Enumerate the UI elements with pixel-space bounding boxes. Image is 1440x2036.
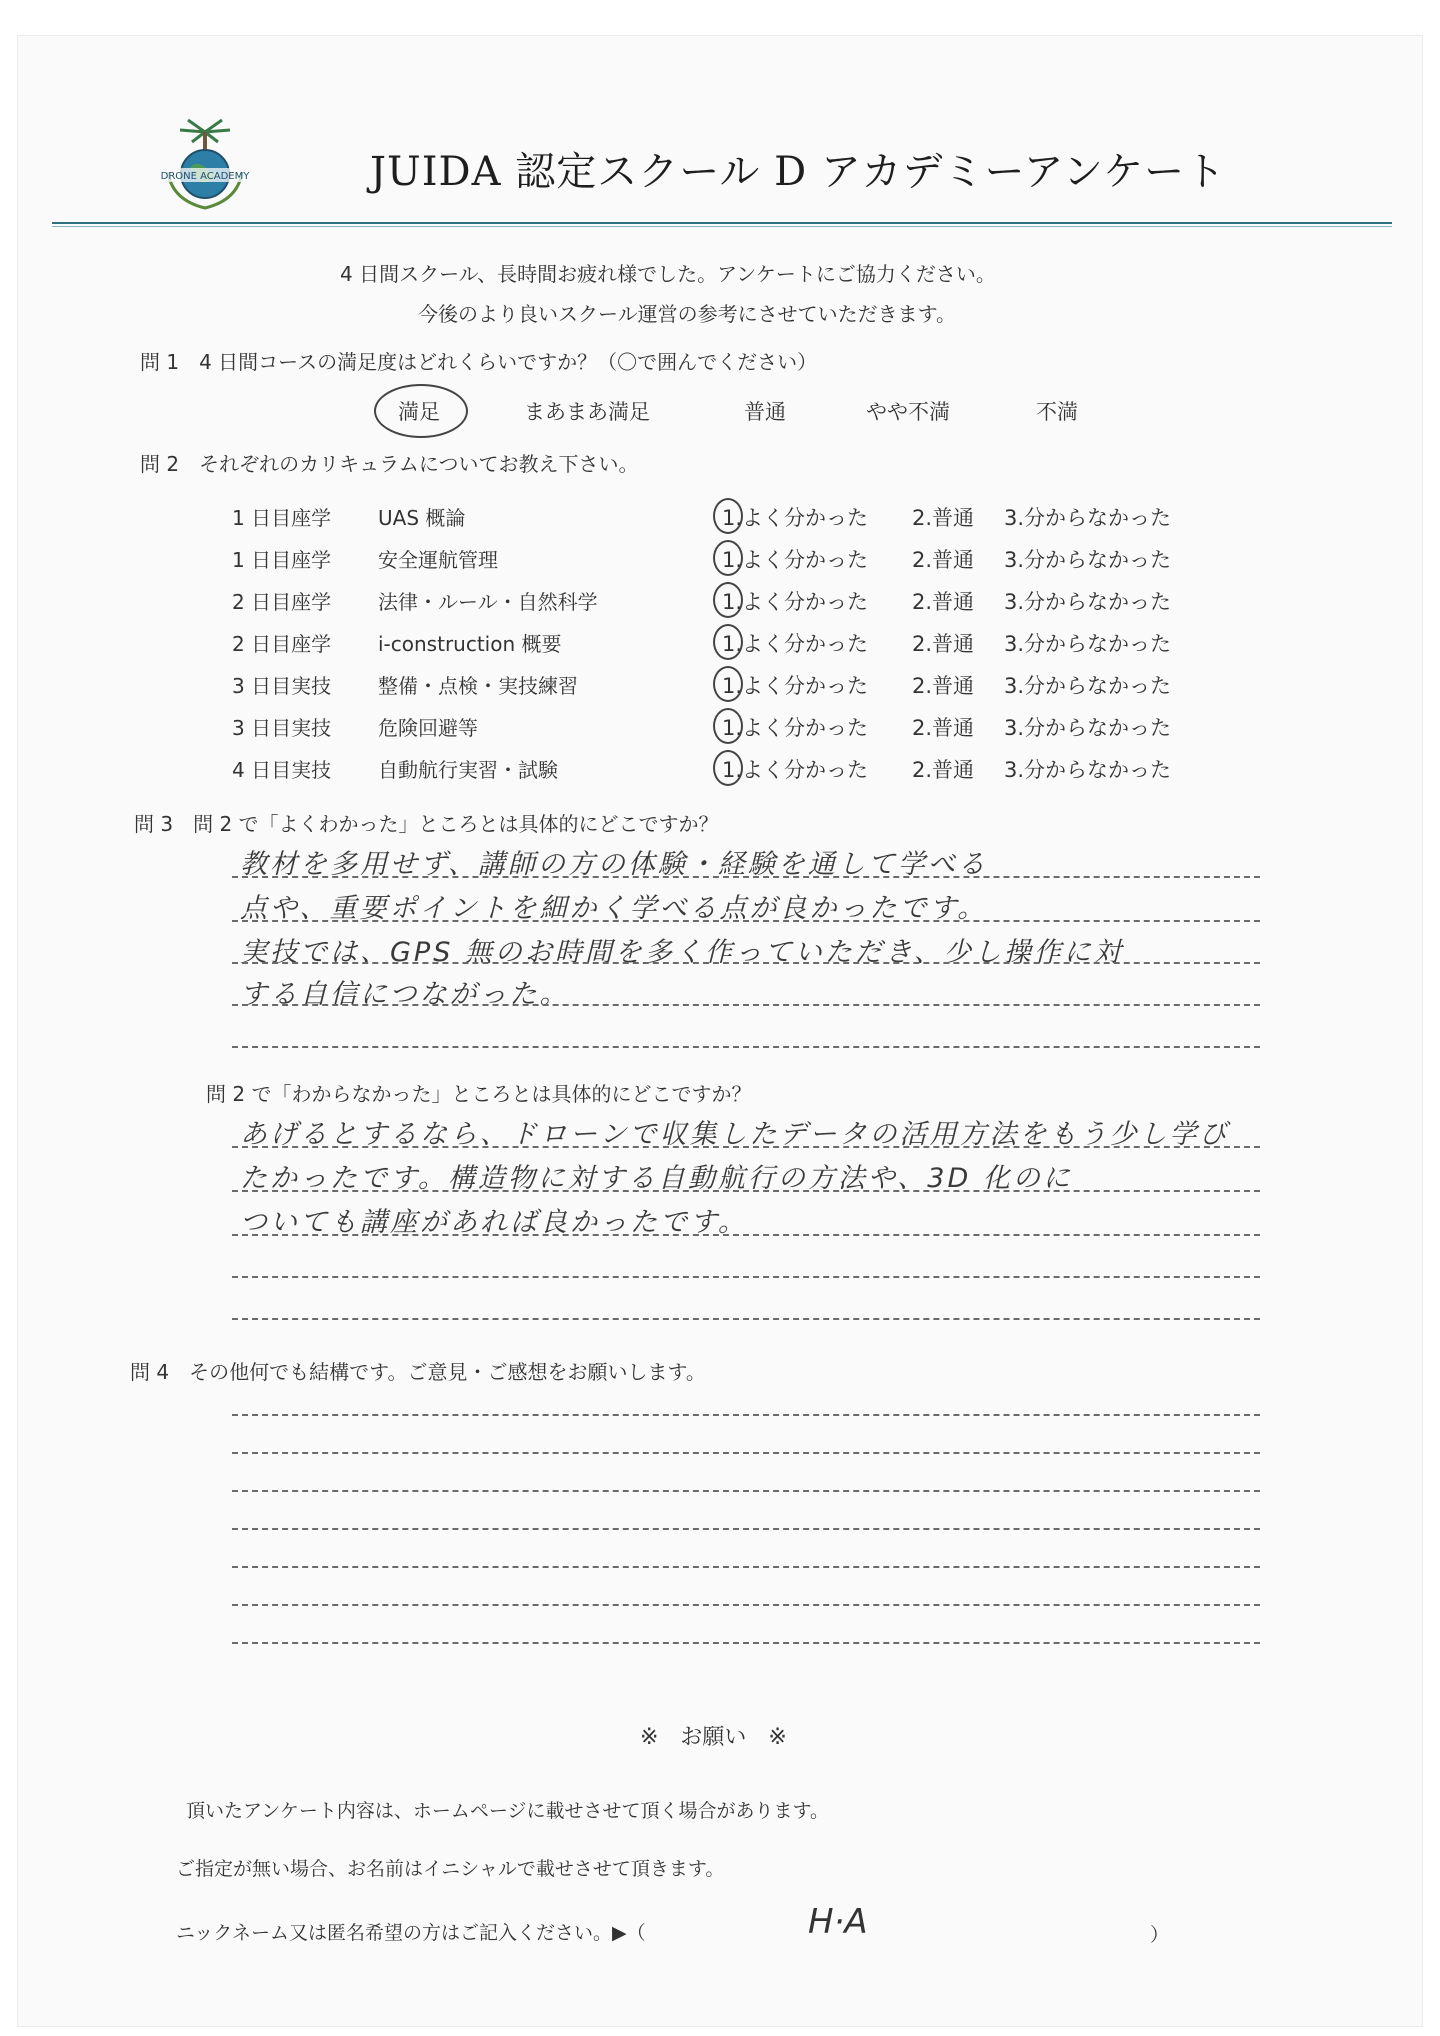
q3-answer-understood-line-2[interactable]: 点や、重要ポイントを細かく学べる点が良かったです。 — [240, 893, 988, 924]
notice-title: ※ お願い ※ — [640, 1725, 787, 1750]
answer-line — [232, 1046, 1260, 1048]
answer-line — [232, 1490, 1260, 1492]
q2-row-day: 4 日目実技 — [232, 758, 332, 782]
answer-line — [232, 1604, 1260, 1606]
q2-choice-neutral[interactable]: 2.普通 — [912, 548, 975, 572]
q2-choice-not-understood[interactable]: 3.分からなかった — [1004, 506, 1172, 530]
q3-answer-understood-line-3[interactable]: 実技では、GPS 無のお時間を多く作っていただき、少し操作に対 — [240, 937, 1124, 968]
q2-row-day: 3 日目実技 — [232, 674, 332, 698]
q2-row-day: 1 日目座学 — [232, 548, 332, 572]
nickname-close-paren: ） — [1150, 1924, 1170, 1946]
q2-choice-understood[interactable]: 1.よく分かった — [722, 548, 869, 572]
q2-row-day: 2 日目座学 — [232, 590, 332, 614]
q3-answer-understood-line-4[interactable]: する自信につながった。 — [240, 979, 570, 1010]
q2-choice-not-understood[interactable]: 3.分からなかった — [1004, 758, 1172, 782]
answer-line — [232, 1642, 1260, 1644]
intro-line-2: 今後のより良いスクール運営の参考にさせていただきます。 — [418, 302, 956, 326]
q3-answer-not-understood-line-3[interactable]: ついても講座があれば良かったです。 — [240, 1207, 748, 1238]
answer-line — [232, 920, 1260, 922]
header-divider-thin — [52, 226, 1392, 227]
q1-option-dissatisfied[interactable]: 不満 — [1036, 400, 1078, 424]
logo-text: DRONE ACADEMY — [160, 171, 250, 182]
q3-answer-not-understood-line-1[interactable]: あげるとするなら、ドローンで収集したデータの活用方法をもう少し学び — [240, 1119, 1230, 1150]
answer-line — [232, 876, 1260, 878]
q1-option-fairly-satisfied[interactable]: まあまあ満足 — [524, 400, 650, 424]
q4-question: 問 4 その他何でも結構です。ご意見・ご感想をお願いします。 — [130, 1360, 706, 1384]
q2-choice-not-understood[interactable]: 3.分からなかった — [1004, 590, 1172, 614]
answer-line — [232, 1452, 1260, 1454]
header-divider — [52, 222, 1392, 224]
answer-line — [232, 1318, 1260, 1320]
q2-row-topic: 危険回避等 — [378, 716, 478, 740]
q2-choice-understood[interactable]: 1.よく分かった — [722, 674, 869, 698]
notice-line-1: 頂いたアンケート内容は、ホームページに載せさせて頂く場合があります。 — [186, 1800, 829, 1822]
answer-line — [232, 1414, 1260, 1416]
q2-row-day: 3 日目実技 — [232, 716, 332, 740]
q2-choice-neutral[interactable]: 2.普通 — [912, 674, 975, 698]
answer-line — [232, 1004, 1260, 1006]
q2-choice-understood[interactable]: 1.よく分かった — [722, 506, 869, 530]
q1-option-somewhat-dissatisfied[interactable]: やや不満 — [866, 400, 950, 424]
answer-line — [232, 1528, 1260, 1530]
notice-line-3: ニックネーム又は匿名希望の方はご記入ください。▶（ — [176, 1922, 646, 1944]
q2-row-day: 2 日目座学 — [232, 632, 332, 656]
q2-row-topic: 安全運航管理 — [378, 548, 498, 572]
q2-choice-not-understood[interactable]: 3.分からなかった — [1004, 548, 1172, 572]
q2-row-topic: i-construction 概要 — [378, 632, 562, 656]
q2-choice-neutral[interactable]: 2.普通 — [912, 632, 975, 656]
q2-row-topic: UAS 概論 — [378, 506, 466, 530]
answer-line — [232, 1276, 1260, 1278]
q3-question-not-understood: 問 2 で「わからなかった」ところとは具体的にどこですか？ — [206, 1082, 752, 1106]
answer-line — [232, 1566, 1260, 1568]
answer-line — [232, 1190, 1260, 1192]
q3-answer-not-understood-line-2[interactable]: たかったです。構造物に対する自動航行の方法や、3D 化のに — [240, 1163, 1073, 1194]
q1-option-neutral[interactable]: 普通 — [744, 400, 786, 424]
q2-row-topic: 法律・ルール・自然科学 — [378, 590, 598, 614]
answer-line — [232, 1234, 1260, 1236]
q2-choice-understood[interactable]: 1.よく分かった — [722, 716, 869, 740]
q2-choice-understood[interactable]: 1.よく分かった — [722, 758, 869, 782]
q3-question-understood: 問 3 問 2 で「よくわかった」ところとは具体的にどこですか？ — [134, 812, 719, 836]
intro-line-1: 4 日間スクール、長時間お疲れ様でした。アンケートにご協力ください。 — [340, 262, 996, 286]
survey-title: JUIDA 認定スクール D アカデミーアンケート — [370, 149, 1227, 195]
q2-row-topic: 自動航行実習・試験 — [378, 758, 558, 782]
q2-choice-understood[interactable]: 1.よく分かった — [722, 590, 869, 614]
q2-choice-neutral[interactable]: 2.普通 — [912, 590, 975, 614]
q2-choice-understood[interactable]: 1.よく分かった — [722, 632, 869, 656]
q2-choice-not-understood[interactable]: 3.分からなかった — [1004, 632, 1172, 656]
q2-choice-not-understood[interactable]: 3.分からなかった — [1004, 674, 1172, 698]
q2-question: 問 2 それぞれのカリキュラムについてお教え下さい。 — [140, 452, 639, 476]
q2-choice-neutral[interactable]: 2.普通 — [912, 506, 975, 530]
drone-academy-logo — [150, 112, 260, 222]
answer-line — [232, 962, 1260, 964]
q2-choice-not-understood[interactable]: 3.分からなかった — [1004, 716, 1172, 740]
q1-question: 問 1 4 日間コースの満足度はどれくらいですか？（〇で囲んでください） — [140, 350, 818, 374]
nickname-input[interactable]: H·A — [808, 1902, 868, 1942]
q2-row-day: 1 日目座学 — [232, 506, 332, 530]
notice-line-2: ご指定が無い場合、お名前はイニシャルで載せさせて頂きます。 — [176, 1858, 725, 1880]
q3-answer-understood-line-1[interactable]: 教材を多用せず、講師の方の体験・経験を通して学べる — [240, 849, 988, 880]
answer-line — [232, 1146, 1260, 1148]
q2-choice-neutral[interactable]: 2.普通 — [912, 716, 975, 740]
q2-choice-neutral[interactable]: 2.普通 — [912, 758, 975, 782]
q1-option-satisfied[interactable]: 満足 — [398, 400, 440, 424]
q2-row-topic: 整備・点検・実技練習 — [378, 674, 578, 698]
